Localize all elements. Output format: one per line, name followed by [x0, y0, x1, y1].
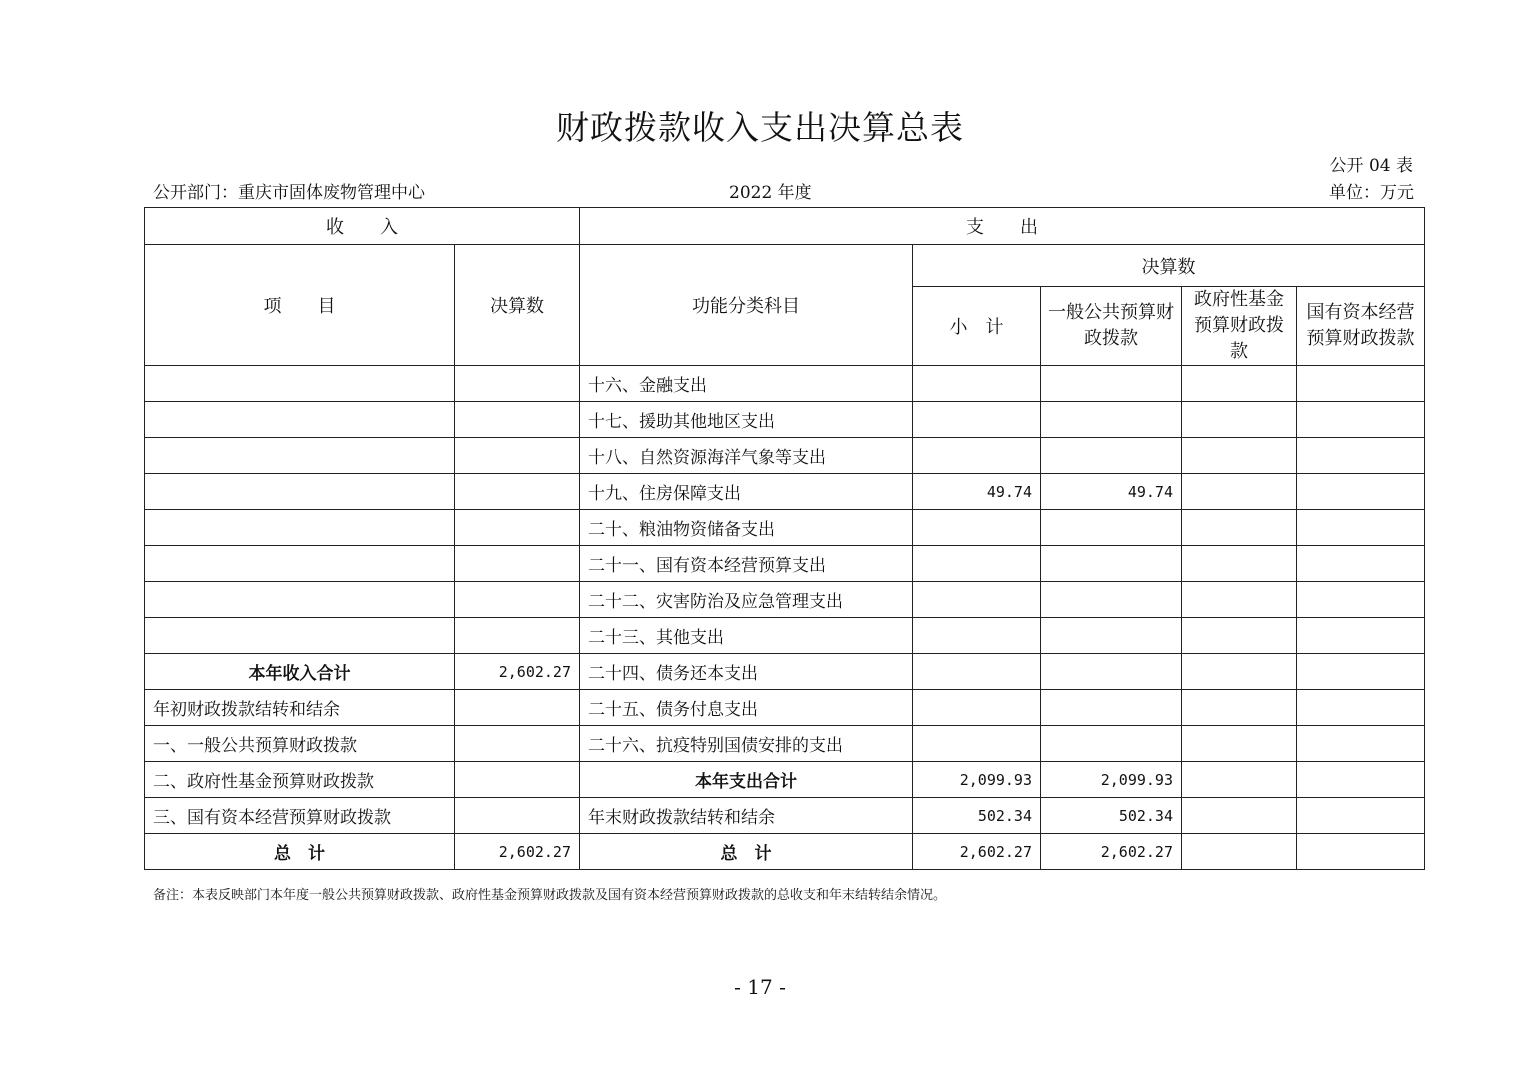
general-budget-cell — [1041, 582, 1182, 618]
table-row — [145, 798, 1425, 834]
income-amount-cell — [455, 762, 580, 798]
income-amount-cell — [455, 618, 580, 654]
gov-fund-cell — [1182, 510, 1297, 546]
expense-item-cell: 十八、自然资源海洋气象等支出 — [580, 438, 913, 474]
income-section-header: 收 入 — [145, 208, 580, 245]
table-row — [145, 726, 1425, 762]
subtotal-cell — [913, 690, 1041, 726]
income-item-cell: 本年收入合计 — [145, 654, 455, 690]
gov-fund-cell — [1182, 474, 1297, 510]
table-row — [145, 366, 1425, 402]
table-row — [145, 762, 1425, 798]
income-item-cell: 一、一般公共预算财政拨款 — [145, 726, 455, 762]
income-amount-cell — [455, 690, 580, 726]
page-number: - 17 - — [734, 975, 786, 999]
table-row — [145, 438, 1425, 474]
subtotal-cell — [913, 654, 1041, 690]
table-row — [145, 510, 1425, 546]
final-amount-group-header: 决算数 — [913, 245, 1425, 287]
gov-fund-column-header: 政府性基金预算财政拨款 — [1182, 287, 1297, 366]
table-row — [145, 690, 1425, 726]
income-amount-cell — [455, 438, 580, 474]
gov-fund-cell — [1182, 618, 1297, 654]
general-budget-cell — [1041, 438, 1182, 474]
general-budget-cell — [1041, 510, 1182, 546]
general-budget-cell — [1041, 690, 1182, 726]
general-budget-cell — [1041, 618, 1182, 654]
income-item-cell: 总 计 — [145, 834, 455, 870]
expense-item-cell: 年末财政拨款结转和结余 — [580, 798, 913, 834]
subtotal-cell — [913, 726, 1041, 762]
subtotal-cell: 2,099.93 — [913, 762, 1041, 798]
income-item-cell — [145, 546, 455, 582]
general-budget-cell: 49.74 — [1041, 474, 1182, 510]
income-item-cell — [145, 618, 455, 654]
income-item-cell — [145, 438, 455, 474]
state-capital-cell — [1297, 726, 1425, 762]
income-item-cell: 二、政府性基金预算财政拨款 — [145, 762, 455, 798]
state-capital-cell — [1297, 474, 1425, 510]
income-amount-cell — [455, 582, 580, 618]
income-item-cell — [145, 366, 455, 402]
state-capital-cell — [1297, 798, 1425, 834]
expense-item-cell: 本年支出合计 — [580, 762, 913, 798]
meta-row — [153, 181, 1414, 205]
subtotal-cell — [913, 366, 1041, 402]
budget-table — [144, 207, 1425, 870]
expense-item-cell: 十六、金融支出 — [580, 366, 913, 402]
general-budget-cell — [1041, 402, 1182, 438]
state-capital-cell — [1297, 510, 1425, 546]
state-capital-cell — [1297, 762, 1425, 798]
expense-item-cell: 二十四、债务还本支出 — [580, 654, 913, 690]
gov-fund-cell — [1182, 798, 1297, 834]
state-capital-cell — [1297, 582, 1425, 618]
expense-item-cell: 二十三、其他支出 — [580, 618, 913, 654]
state-capital-cell — [1297, 690, 1425, 726]
subtotal-cell — [913, 402, 1041, 438]
income-amount-cell — [455, 726, 580, 762]
general-budget-cell — [1041, 654, 1182, 690]
income-amount-cell — [455, 546, 580, 582]
general-budget-cell — [1041, 366, 1182, 402]
subtotal-cell — [913, 438, 1041, 474]
income-amount-cell — [455, 798, 580, 834]
expense-section-header: 支 出 — [580, 208, 1425, 245]
function-class-column-header: 功能分类科目 — [580, 245, 913, 366]
gov-fund-cell — [1182, 654, 1297, 690]
subtotal-cell: 2,602.27 — [913, 834, 1041, 870]
gov-fund-cell — [1182, 582, 1297, 618]
income-item-cell — [145, 474, 455, 510]
table-note: 备注：本表反映部门本年度一般公共预算财政拨款、政府性基金预算财政拨款及国有资本经营预算财政拨款的总收支和年末结转结余情况。 — [153, 888, 947, 903]
expense-item-cell: 二十一、国有资本经营预算支出 — [580, 546, 913, 582]
state-capital-cell — [1297, 654, 1425, 690]
subtotal-cell — [913, 582, 1041, 618]
unit-label: 单位：万元 — [1329, 183, 1414, 203]
state-capital-cell — [1297, 402, 1425, 438]
gov-fund-cell — [1182, 438, 1297, 474]
state-capital-cell — [1297, 834, 1425, 870]
gov-fund-cell — [1182, 366, 1297, 402]
income-amount-cell — [455, 366, 580, 402]
general-budget-cell: 502.34 — [1041, 798, 1182, 834]
page-title: 财政拨款收入支出决算总表 — [556, 108, 964, 147]
expense-item-cell: 十七、援助其他地区支出 — [580, 402, 913, 438]
subtotal-cell — [913, 546, 1041, 582]
table-row — [145, 834, 1425, 870]
general-budget-cell — [1041, 726, 1182, 762]
expense-item-cell: 二十二、灾害防治及应急管理支出 — [580, 582, 913, 618]
general-budget-cell: 2,602.27 — [1041, 834, 1182, 870]
expense-item-cell: 十九、住房保障支出 — [580, 474, 913, 510]
table-row — [145, 654, 1425, 690]
income-amount-cell: 2,602.27 — [455, 834, 580, 870]
general-budget-column-header: 一般公共预算财政拨款 — [1041, 287, 1182, 366]
subtotal-cell: 49.74 — [913, 474, 1041, 510]
income-item-cell — [145, 582, 455, 618]
subtotal-cell — [913, 618, 1041, 654]
income-amount-cell — [455, 510, 580, 546]
gov-fund-cell — [1182, 834, 1297, 870]
income-item-cell — [145, 510, 455, 546]
header-row-1 — [145, 245, 1425, 287]
department-label: 公开部门：重庆市固体废物管理中心 — [153, 183, 425, 203]
expense-item-cell: 二十、粮油物资储备支出 — [580, 510, 913, 546]
state-capital-cell — [1297, 618, 1425, 654]
income-item-cell — [145, 402, 455, 438]
income-item-cell: 三、国有资本经营预算财政拨款 — [145, 798, 455, 834]
subtotal-cell: 502.34 — [913, 798, 1041, 834]
fiscal-year: 2022 年度 — [729, 183, 812, 203]
gov-fund-cell — [1182, 402, 1297, 438]
subtotal-column-header: 小 计 — [913, 287, 1041, 366]
expense-item-cell: 二十五、债务付息支出 — [580, 690, 913, 726]
gov-fund-cell — [1182, 690, 1297, 726]
state-capital-cell — [1297, 366, 1425, 402]
item-column-header: 项 目 — [145, 245, 455, 366]
table-row — [145, 546, 1425, 582]
state-capital-cell — [1297, 546, 1425, 582]
table-row — [145, 618, 1425, 654]
state-capital-column-header: 国有资本经营预算财政拨款 — [1297, 287, 1425, 366]
income-amount-cell — [455, 474, 580, 510]
general-budget-cell: 2,099.93 — [1041, 762, 1182, 798]
table-row — [145, 582, 1425, 618]
state-capital-cell — [1297, 438, 1425, 474]
income-amount-cell: 2,602.27 — [455, 654, 580, 690]
gov-fund-cell — [1182, 726, 1297, 762]
header-row-sections — [145, 208, 1425, 245]
gov-fund-cell — [1182, 762, 1297, 798]
gov-fund-cell — [1182, 546, 1297, 582]
income-amount-cell — [455, 402, 580, 438]
form-number: 公开 04 表 — [1329, 156, 1413, 176]
general-budget-cell — [1041, 546, 1182, 582]
income-item-cell: 年初财政拨款结转和结余 — [145, 690, 455, 726]
subtotal-cell — [913, 510, 1041, 546]
expense-item-cell: 总 计 — [580, 834, 913, 870]
table-row — [145, 474, 1425, 510]
table-row — [145, 402, 1425, 438]
expense-item-cell: 二十六、抗疫特别国债安排的支出 — [580, 726, 913, 762]
final-amount-column-header: 决算数 — [455, 245, 580, 366]
